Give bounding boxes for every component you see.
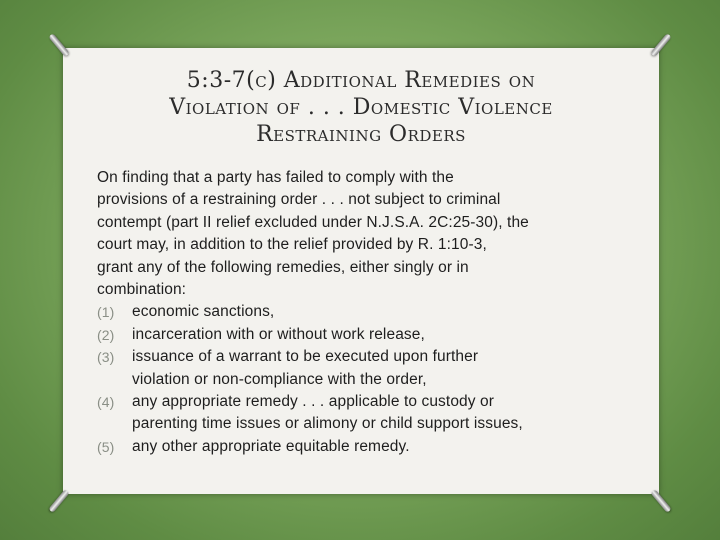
intro-line: On finding that a party has failed to comply with the xyxy=(97,169,454,186)
list-item-text: economic sanctions, xyxy=(132,303,275,321)
list-item-text: issuance of a warrant to be executed upon further xyxy=(132,348,479,366)
list-number: (3) xyxy=(97,349,115,366)
title-line-2: Violation of . . . Domestic Violence xyxy=(169,95,553,120)
remedies-list xyxy=(97,301,637,458)
intro-line: combination: xyxy=(97,281,187,299)
intro-line: grant any of the following remedies, either singly or in xyxy=(97,258,469,276)
list-item xyxy=(97,436,637,458)
list-number: (4) xyxy=(97,394,115,411)
list-item xyxy=(97,301,637,323)
list-item-text: incarceration with or without work release, xyxy=(132,325,425,343)
title-line-1: 5:3-7(c) Additional Remedies on xyxy=(186,68,536,93)
list-number: (2) xyxy=(97,326,115,343)
intro-line: contempt (part II relief excluded under N.J.S.A. 2C:25-30), the xyxy=(97,213,529,231)
list-item-text: any appropriate remedy . . . applicable to custody or xyxy=(132,393,494,411)
list-item xyxy=(97,346,637,391)
intro-paragraph xyxy=(97,167,637,301)
pushpin-icon-bottom-right xyxy=(647,487,674,516)
slide-title xyxy=(63,67,659,148)
intro-line: provisions of a restraining order . . . not subject to criminal xyxy=(97,191,501,209)
list-number: (1) xyxy=(97,304,115,321)
list-number: (5) xyxy=(97,438,115,455)
title-line-3: Restraining Orders xyxy=(256,122,466,147)
intro-line: court may, in addition to the relief provided by R. 1:10-3, xyxy=(97,236,487,254)
list-item-text: any other appropriate equitable remedy. xyxy=(132,437,410,455)
list-item xyxy=(97,391,637,436)
list-item-text: violation or non-compliance with the order, xyxy=(132,370,427,388)
slide-body xyxy=(97,167,637,458)
list-item xyxy=(97,324,637,346)
list-item-text: parenting time issues or alimony or child support issues, xyxy=(132,415,523,433)
